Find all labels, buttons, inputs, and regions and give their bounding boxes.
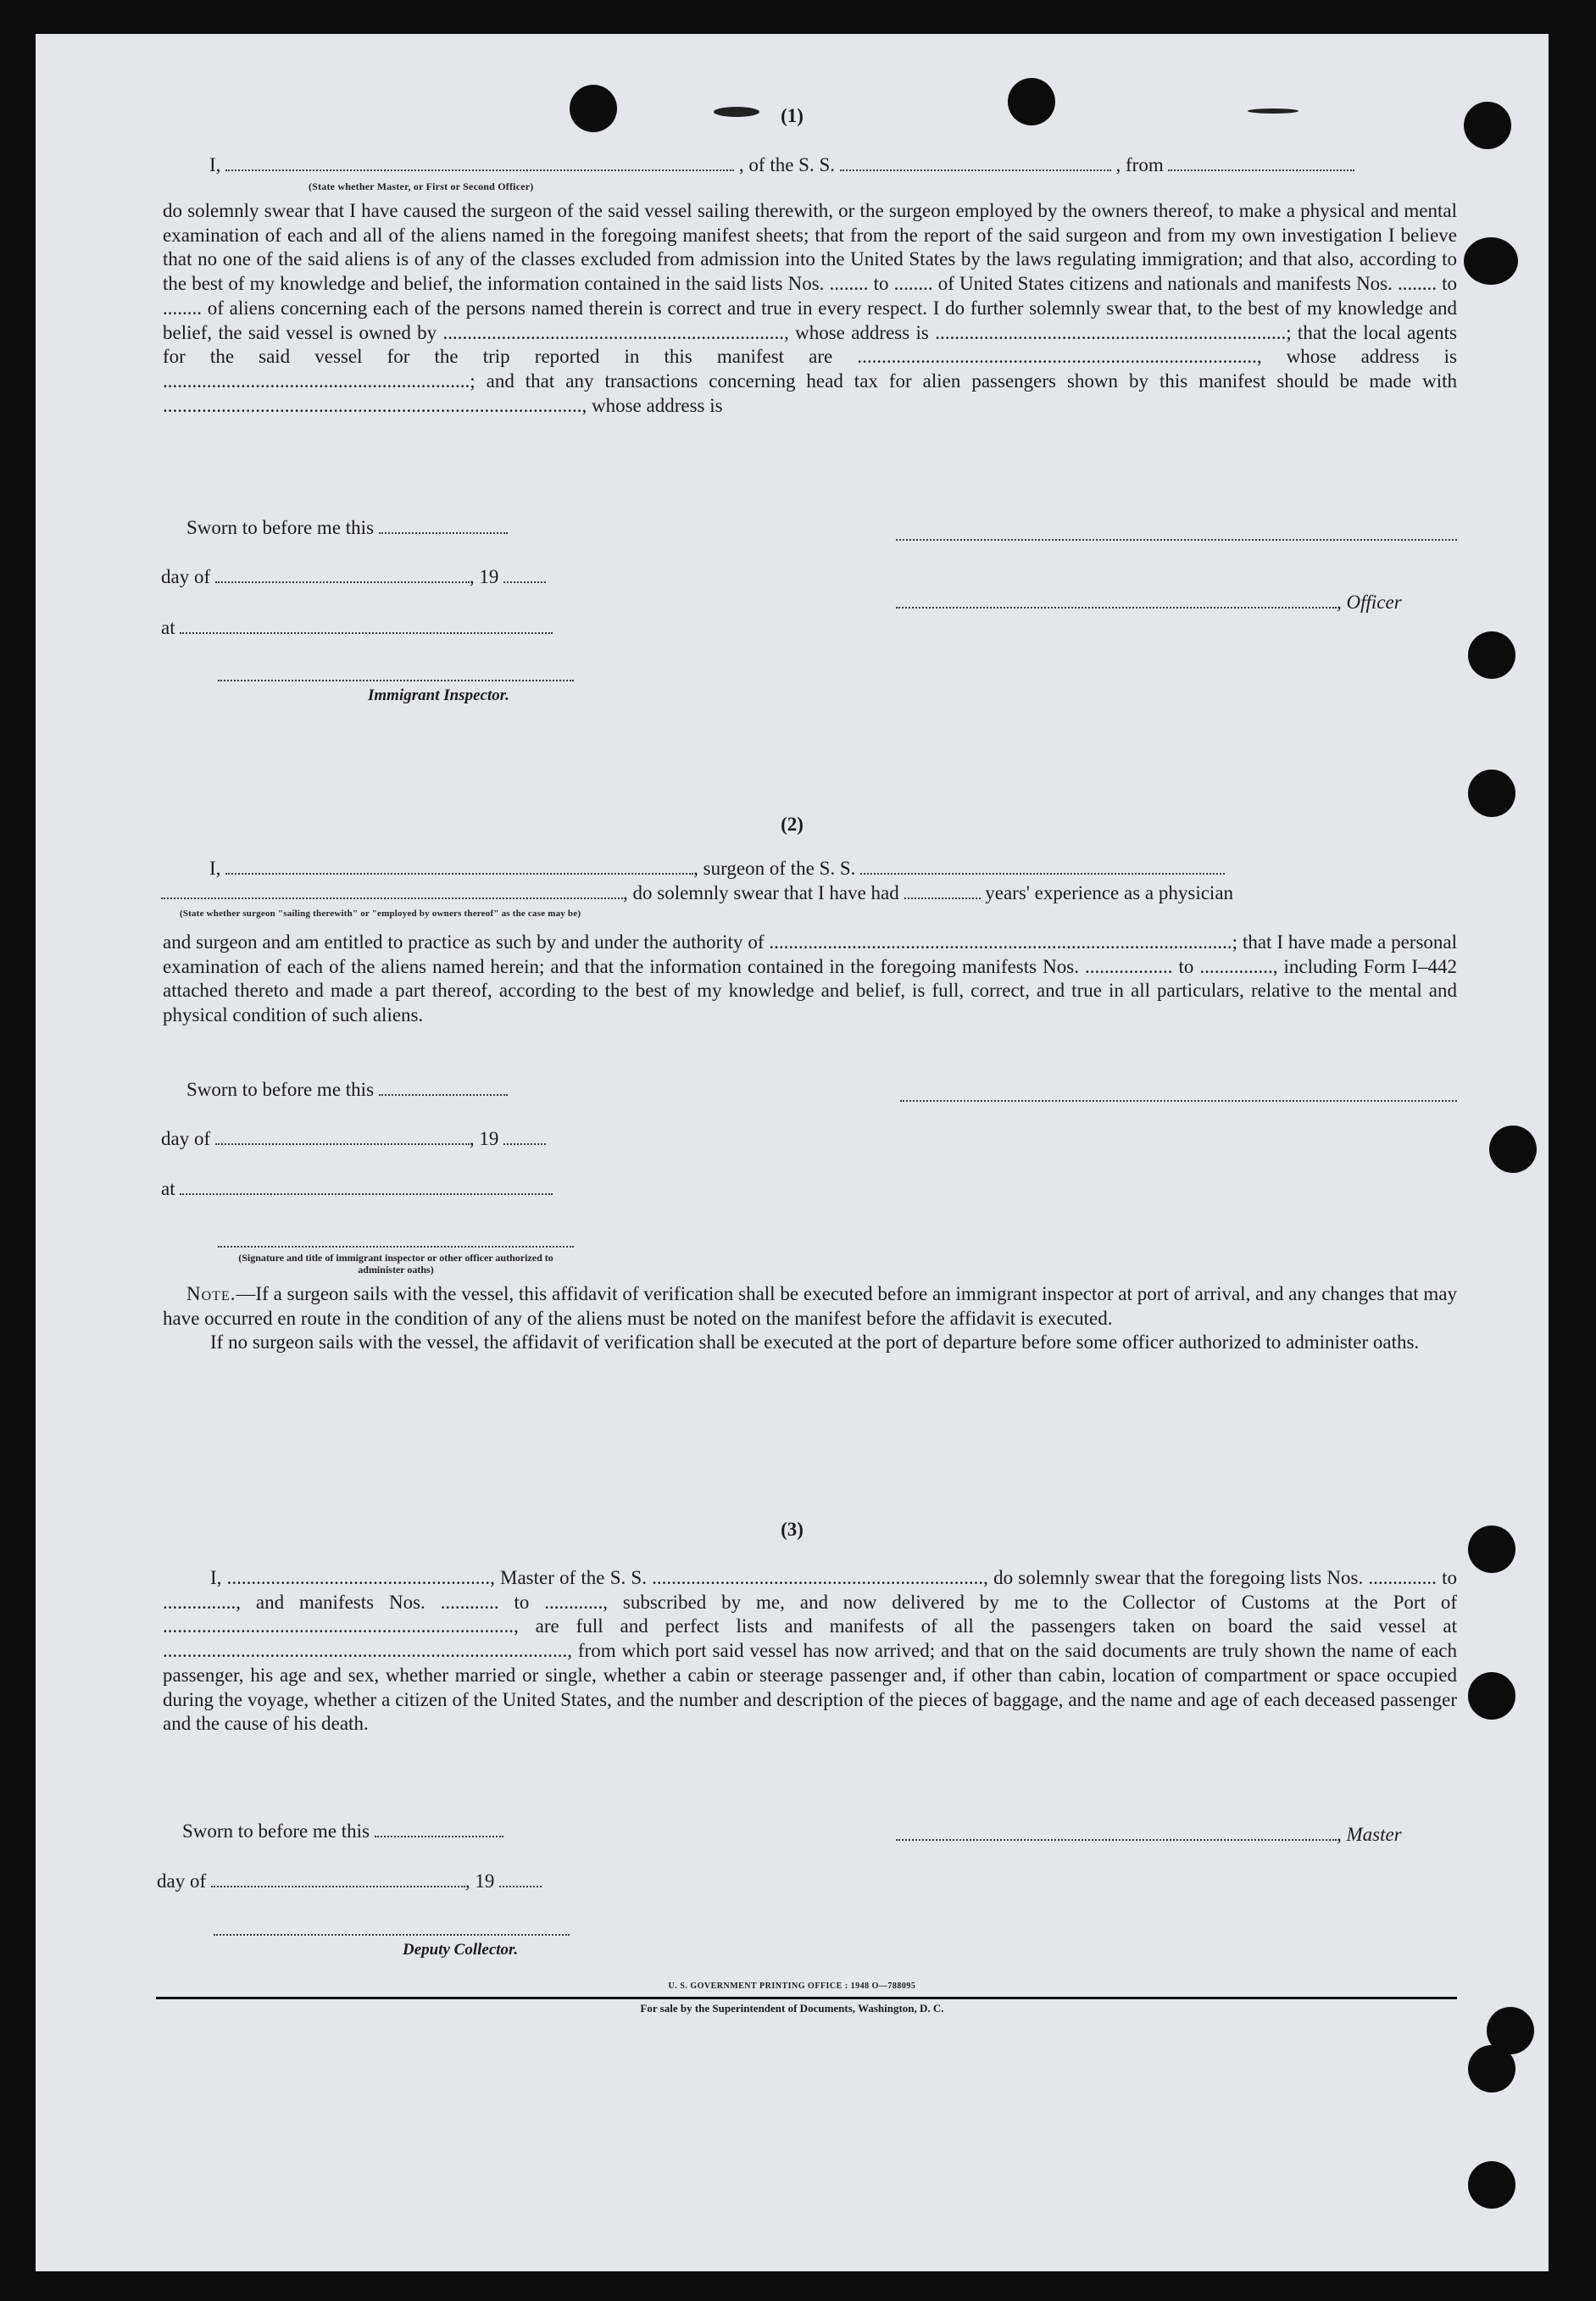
label-sworn: Sworn to before me this [186, 1079, 375, 1100]
blank-sworn-date [379, 1079, 508, 1096]
note-paragraph [163, 1282, 1457, 1355]
label-day-of: day of [161, 566, 211, 587]
label-of-ss: , of the S. S. [738, 154, 836, 175]
label-i: I, [209, 858, 221, 879]
section-3-sworn [182, 1820, 503, 1842]
blank-at-place [180, 617, 553, 634]
section-2-line-swear [161, 882, 1233, 904]
section-2-day-of [161, 1128, 546, 1150]
deputy-signature-line [214, 1934, 570, 1936]
section-3-number: (3) [781, 1519, 804, 1540]
section-1-subcaption: (State whether Master, or First or Second Officer) [309, 181, 534, 192]
blank-vessel-name [860, 858, 1225, 875]
note-label: Note. [186, 1283, 236, 1304]
punch-hole [1464, 237, 1518, 285]
label-years: years' experience as a physician [985, 882, 1234, 903]
label-year: , 19 [469, 566, 499, 587]
footer-rule [156, 1997, 1457, 1999]
label-at: at [161, 617, 175, 638]
section-1-text: do solemnly swear that I have caused the surgeon of the said vessel sailing therewith, or the surgeon employed by the owners thereof, to make a physical and mental examination of each and all of the aliens named in the foregoing manifest sheets; that from the report of the said surgeon and from my own investigation I believe that no one of the said aliens is of any of the classes excluded from admission into the United States by the laws regulating immigration; and that also, according to the best of my knowledge and belief, the information contained in the said lists Nos. ........ to ........ of United States citizens and nationals and manifests Nos. ........ to ........ of aliens concerning each of the persons named therein is correct and true in every respect. I do further solemnly swear that, to the best of my knowledge and belief, the said vessel is owned by ......................................................................, whose address is ........................................................................; that the local agents for the said vessel for the trip reported in this manifest are .................................................................................., whose address is ...............................................................; and that any transactions concerning head tax for alien passengers shown by this manifest should be made with ......................................................................................, whose address is [163, 200, 1457, 416]
section-1-number: (1) [781, 105, 804, 126]
section-3-paragraph [163, 1566, 1457, 1737]
punch-hole [1468, 770, 1515, 817]
section-1-paragraph [163, 199, 1457, 418]
section-1-at [161, 617, 553, 639]
section-1-line-i [209, 154, 1354, 176]
blank-master-signature [896, 1824, 1337, 1841]
label-i: I, [209, 154, 221, 175]
blank-sworn-date [379, 517, 508, 534]
label-year: , 19 [469, 1128, 499, 1149]
inspector-signature-line [218, 1246, 574, 1248]
note-body: —If a surgeon sails with the vessel, this affidavit of verification shall be executed before an immigrant inspector at port of arrival, and any changes that may have occurred en route in the condition of any of the aliens must be noted on the manifest before the affidavit is executed. [163, 1283, 1457, 1329]
label-year: , 19 [464, 1870, 495, 1892]
label-at: at [161, 1178, 175, 1199]
label-swear: , do solemnly swear that I have had [623, 882, 899, 903]
label-master: , Master [1337, 1824, 1402, 1845]
section-3-day-of [157, 1870, 542, 1892]
blank-officer-signature [896, 592, 1337, 609]
label-day-of: day of [161, 1128, 211, 1149]
section-3-text: I, ......................................................, Master of the S. S. ...................................................................., do solemnly swear that the foregoing lists Nos. .............. to ..............., and manifests Nos. ............ to ............, subscribed by me, and now delivered by me to the Collector of Customs at the Port of ........................................................................, are full and perfect lists and manifests of all the passengers taken on board the said vessel at ..................................................................................., from which port said vessel has now arrived; and that on the said documents are truly shown the name of each passenger, his age and sex, whether married or single, whether a cabin or steerage passenger and, if other than cabin, location of compartment or space occupied during the voyage, whether a citizen of the United States, and the number and description of the pieces of baggage, and the name and age of each deceased passenger and the cause of his death. [163, 1567, 1457, 1735]
blank-year [503, 1128, 546, 1145]
surgeon-signature-line [900, 1100, 1457, 1102]
inspector-signature-line [218, 680, 574, 681]
label-surgeon-of: , surgeon of the S. S. [693, 858, 856, 879]
section-2-text: and surgeon and am entitled to practice as such by and under the authority of ...............................................................................................; that I have made a personal examination of each of the aliens named herein; and that the information contained in the foregoing manifests Nos. .................. to ..............., including Form I–442 attached thereto and made a part thereof, according to the best of my knowledge and belief, is full, correct, and true in all particulars, relative to the mental and physical condition of such aliens. [163, 931, 1457, 1026]
blank-surgeon-name [225, 858, 693, 875]
blank-vessel-name [840, 154, 1111, 171]
form-sheet [36, 34, 1549, 2271]
signature-title-caption: (Signature and title of immigrant inspector or other officer authorized to administer oaths) [238, 1252, 553, 1276]
label-officer: , Officer [1337, 592, 1402, 613]
section-2-at [161, 1178, 553, 1200]
label-sworn: Sworn to before me this [186, 517, 375, 538]
section-2-number: (2) [781, 814, 804, 835]
punch-hole [1468, 1672, 1515, 1720]
blank-officer-rank [225, 154, 734, 171]
section-2-sworn [186, 1079, 508, 1101]
blank-day [215, 566, 470, 583]
blank-day [215, 1128, 470, 1145]
blank-years [904, 882, 981, 899]
deputy-collector-caption: Deputy Collector. [403, 1941, 519, 1959]
blank-year [499, 1870, 542, 1887]
gpo-print-line: U. S. GOVERNMENT PRINTING OFFICE : 1948 O—788095 [668, 1981, 916, 1991]
punch-hole [1489, 1125, 1537, 1173]
punch-hole [1468, 2161, 1515, 2209]
section-2-paragraph [163, 931, 1457, 1028]
section-2-line-i [209, 858, 1225, 880]
note-text-2: If no surgeon sails with the vessel, the affidavit of verification shall be executed at the port of departure before some officer authorized to administer oaths. [210, 1331, 1420, 1353]
section-1-day-of [161, 566, 546, 588]
section-1-sworn [186, 517, 508, 539]
label-sworn: Sworn to before me this [182, 1820, 370, 1842]
blank-from-port [1168, 154, 1354, 171]
blank-day [211, 1870, 465, 1887]
footer-text: For sale by the Superintendent of Documents, Washington, D. C. [640, 2002, 944, 2015]
blank-at-place [180, 1178, 553, 1195]
blank-year [503, 566, 546, 583]
label-from: , from [1115, 154, 1164, 175]
note-text [163, 1282, 1457, 1331]
punch-hole [1468, 631, 1515, 679]
signature-line-1 [896, 539, 1457, 541]
punch-hole [1468, 2045, 1515, 2093]
blank-surgeon-type [161, 882, 623, 899]
section-1-officer [896, 592, 1402, 614]
immigrant-inspector-caption: Immigrant Inspector. [368, 686, 509, 704]
label-day-of: day of [157, 1870, 207, 1892]
section-2-subcaption: (State whether surgeon "sailing therewith" or "employed by owners thereof" as the case may be) [180, 909, 581, 919]
section-3-master [896, 1824, 1402, 1846]
blank-sworn-date [375, 1820, 503, 1837]
